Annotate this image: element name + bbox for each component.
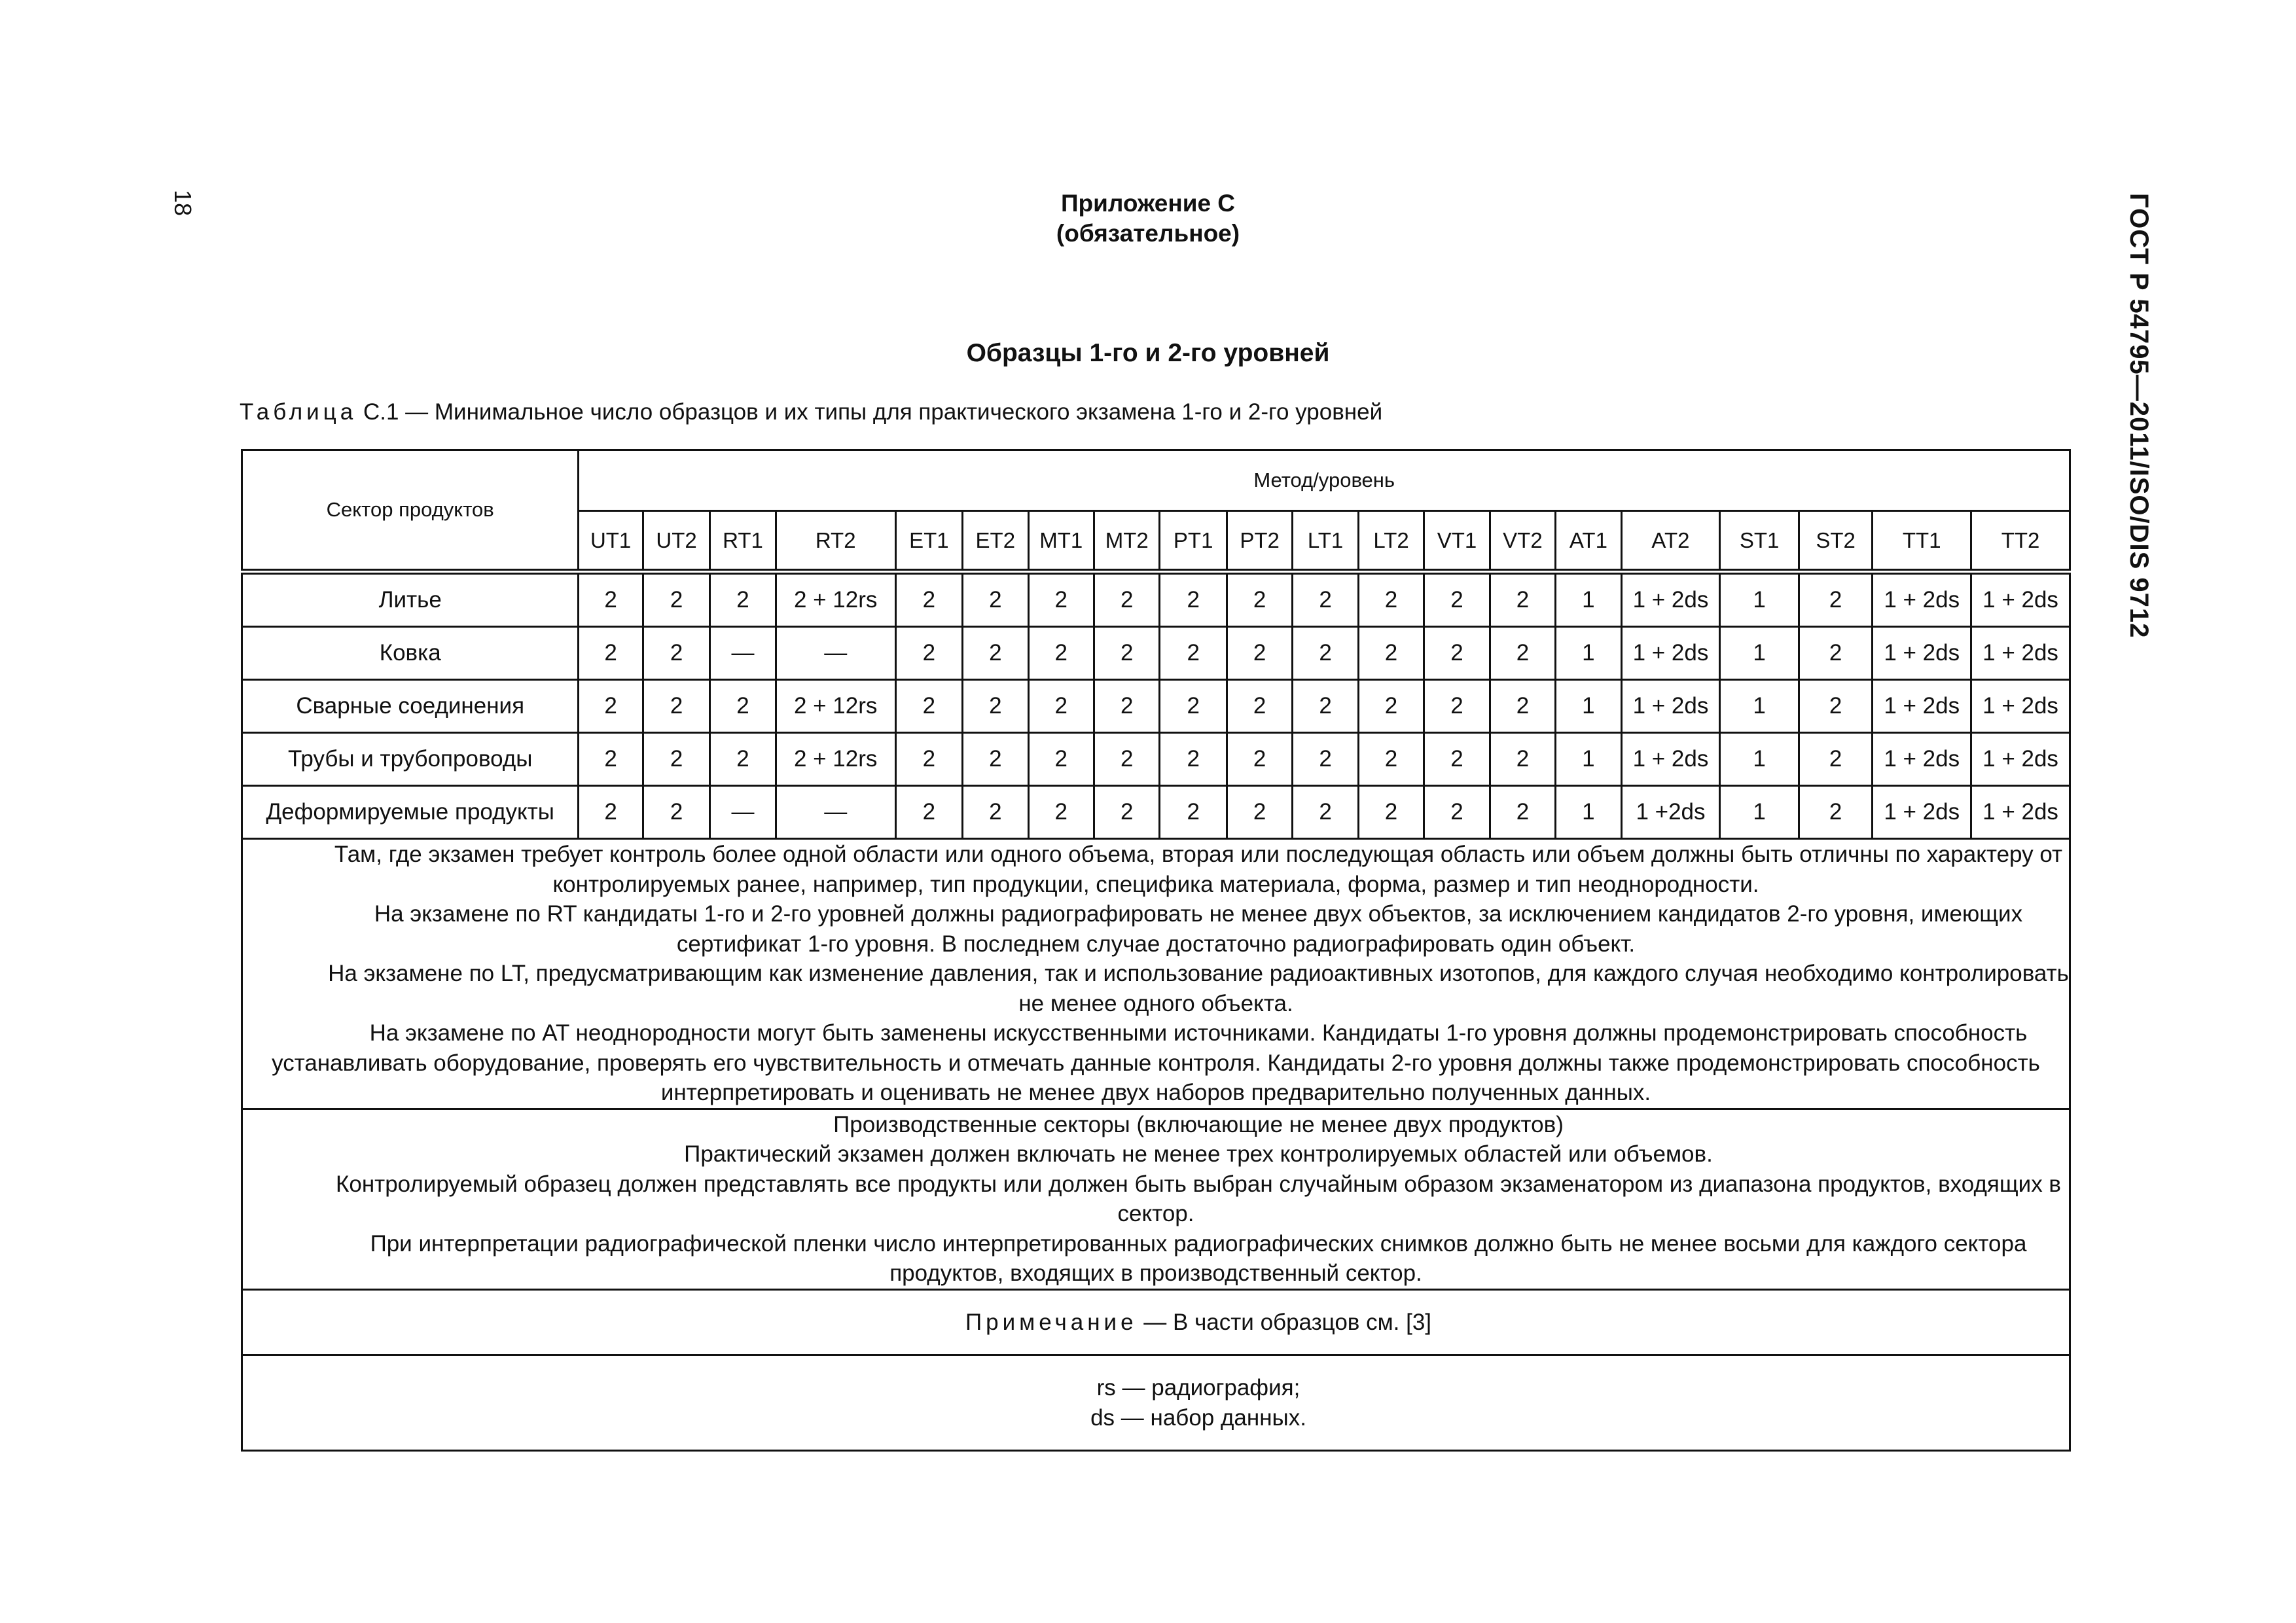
method-header-cell: ST1 [1720, 511, 1799, 572]
table-caption-label: Таблица [240, 399, 357, 425]
table-caption [240, 399, 1382, 425]
notes-row-1 [242, 839, 2070, 1109]
value-cell: 2 [1358, 680, 1424, 733]
value-cell: 2 [1490, 627, 1555, 680]
table-row [242, 627, 2070, 680]
note-paragraph: При интерпретации радиографической пленки число интерпретированных радиографических снимков должно быть не менее восьми для каждого сектора продуктов, входящих в производственный сектор. [370, 1230, 2027, 1286]
value-cell: 2 [1799, 680, 1873, 733]
value-cell: 1 + 2ds [1621, 627, 1720, 680]
header-row [242, 450, 2070, 511]
value-cell: 1 + 2ds [1621, 680, 1720, 733]
section-title: Образцы 1-го и 2-го уровней [966, 339, 1330, 367]
note-paragraph: Производственные секторы (включающие не менее двух продуктов) [833, 1111, 1564, 1137]
value-cell: 1 +2ds [1621, 786, 1720, 839]
value-cell: 2 [1424, 733, 1490, 786]
value-cell: 2 [1293, 627, 1358, 680]
method-header-cell: LT1 [1293, 511, 1358, 572]
value-cell: 2 [1160, 680, 1227, 733]
value-cell: 2 [895, 572, 962, 627]
value-cell: 1 [1720, 733, 1799, 786]
value-cell: 1 + 2ds [1873, 786, 1971, 839]
value-cell: 2 [1490, 733, 1555, 786]
value-cell: 2 [963, 680, 1028, 733]
value-cell: 2 [1358, 733, 1424, 786]
value-cell: 2 [1094, 786, 1159, 839]
value-cell: 2 [643, 680, 709, 733]
value-cell: 1 [1556, 786, 1621, 839]
value-cell: — [776, 627, 895, 680]
value-cell: 2 [1490, 680, 1555, 733]
method-header-cell: ET2 [963, 511, 1028, 572]
value-cell: 2 [1028, 680, 1094, 733]
value-cell: 2 + 12rs [776, 733, 895, 786]
value-cell: 1 + 2ds [1873, 627, 1971, 680]
value-cell: 2 [643, 786, 709, 839]
value-cell: 2 [1490, 572, 1555, 627]
value-cell: 2 [579, 627, 643, 680]
value-cell: 1 + 2ds [1971, 572, 2070, 627]
value-cell: 2 [579, 572, 643, 627]
value-cell: 1 + 2ds [1873, 733, 1971, 786]
note-paragraph: ds — набор данных. [1090, 1404, 1306, 1431]
value-cell: 2 [1160, 786, 1227, 839]
sector-name-cell: Литье [242, 572, 579, 627]
value-cell: 2 [1799, 627, 1873, 680]
method-header-cell: MT2 [1094, 511, 1159, 572]
value-cell: 2 [579, 733, 643, 786]
value-cell: 1 + 2ds [1873, 680, 1971, 733]
document-code: ГОСТ Р 54795—2011/ISO/DIS 9712 [2125, 193, 2153, 639]
value-cell: 2 [1227, 680, 1292, 733]
method-header-cell: UT2 [643, 511, 709, 572]
method-header-cell: ST2 [1799, 511, 1873, 572]
note-paragraph: Там, где экзамен требует контроль более одной области или одного объема, вторая или последующая область или объем должны быть отличны по характеру от контролируемых ранее, например, тип продукции, специфика материала, форма, размер и тип неоднородности. [334, 842, 2063, 897]
value-cell: 1 [1556, 627, 1621, 680]
value-cell: 2 [1424, 786, 1490, 839]
value-cell: 2 [1293, 786, 1358, 839]
value-cell: 2 [1094, 572, 1159, 627]
value-cell: 2 [1358, 572, 1424, 627]
value-cell: 2 [1094, 680, 1159, 733]
method-header-cell: PT2 [1227, 511, 1292, 572]
value-cell: 2 [1293, 680, 1358, 733]
value-cell: 2 [1358, 627, 1424, 680]
value-cell: 2 [710, 733, 776, 786]
value-cell: 2 [1028, 733, 1094, 786]
value-cell: 1 + 2ds [1971, 786, 2070, 839]
table-row [242, 680, 2070, 733]
value-cell: 2 [1160, 733, 1227, 786]
value-cell: 2 [1028, 786, 1094, 839]
value-cell: 2 [579, 680, 643, 733]
method-header-cell: TT2 [1971, 511, 2070, 572]
value-cell: 2 [895, 680, 962, 733]
value-cell: 2 [1358, 786, 1424, 839]
value-cell: 2 [963, 733, 1028, 786]
value-cell: 2 [643, 572, 709, 627]
method-header-cell: LT2 [1358, 511, 1424, 572]
value-cell: 2 [710, 680, 776, 733]
value-cell: 1 [1720, 627, 1799, 680]
value-cell: 1 + 2ds [1873, 572, 1971, 627]
method-header-cell: VT1 [1424, 511, 1490, 572]
value-cell: — [710, 627, 776, 680]
value-cell: 1 + 2ds [1621, 733, 1720, 786]
notes-block-1 [242, 839, 2070, 1109]
table-row [242, 572, 2070, 627]
value-cell: 2 [1227, 733, 1292, 786]
value-cell: 2 [1293, 572, 1358, 627]
method-header-cell: RT2 [776, 511, 895, 572]
value-cell: 2 [895, 786, 962, 839]
method-header-cell: RT1 [710, 511, 776, 572]
value-cell: 2 [1227, 627, 1292, 680]
value-cell: 2 [1424, 572, 1490, 627]
note-label: Примечание [965, 1309, 1138, 1335]
appendix-status: (обязательное) [1056, 220, 1240, 247]
value-cell: 2 [1424, 680, 1490, 733]
note-cell [242, 1289, 2070, 1355]
value-cell: 2 [895, 627, 962, 680]
appendix-title: Приложение С [1060, 190, 1236, 217]
sector-name-cell: Деформируемые продукты [242, 786, 579, 839]
method-header-cell: PT1 [1160, 511, 1227, 572]
value-cell: 2 [1799, 786, 1873, 839]
notes-block-2 [242, 1109, 2070, 1289]
value-cell: 2 [1293, 733, 1358, 786]
value-cell: 2 [963, 627, 1028, 680]
value-cell: 1 [1556, 572, 1621, 627]
method-header-cell: VT2 [1490, 511, 1555, 572]
value-cell: 1 + 2ds [1621, 572, 1720, 627]
sector-name-cell: Трубы и трубопроводы [242, 733, 579, 786]
method-header-cell: ET1 [895, 511, 962, 572]
value-cell: 2 [1799, 733, 1873, 786]
note-paragraph: На экзамене по LT, предусматривающим как изменение давления, так и использование радиоактивных изотопов, для каждого случая необходимо контролировать не менее одного объекта. [328, 961, 2069, 1016]
value-cell: — [710, 786, 776, 839]
table-body [242, 572, 2070, 839]
value-cell: 2 [1094, 733, 1159, 786]
page-number: 18 [170, 190, 196, 217]
legend-row [242, 1355, 2070, 1451]
value-cell: 1 + 2ds [1971, 733, 2070, 786]
table-row [242, 733, 2070, 786]
note-paragraph: На экзамене по RT кандидаты 1-го и 2-го уровней должны радиографировать не менее двух объектов, за исключением кандидатов 2-го уровня, имеющих сертификат 1-го уровня. В последнем случае достаточно радиографировать один объект. [374, 901, 2023, 957]
appendix-heading [0, 188, 2296, 249]
sector-name-cell: Сварные соединения [242, 680, 579, 733]
note-text: — В части образцов см. [3] [1137, 1309, 1432, 1335]
note-row [242, 1289, 2070, 1355]
value-cell: 2 [579, 786, 643, 839]
value-cell: 2 [963, 572, 1028, 627]
value-cell: 2 [1227, 786, 1292, 839]
table-row [242, 786, 2070, 839]
value-cell: 1 + 2ds [1971, 680, 2070, 733]
value-cell: 2 [1799, 572, 1873, 627]
method-header-cell: AT1 [1556, 511, 1621, 572]
value-cell: 2 [1227, 572, 1292, 627]
value-cell: 2 [1028, 627, 1094, 680]
method-header-cell: MT1 [1028, 511, 1094, 572]
value-cell: 2 [895, 733, 962, 786]
note-paragraph: rs — радиография; [1096, 1375, 1300, 1400]
value-cell: 2 [710, 572, 776, 627]
value-cell: 2 [1490, 786, 1555, 839]
value-cell: 2 + 12rs [776, 680, 895, 733]
note-paragraph: Практический экзамен должен включать не менее трех контролируемых областей или объемов. [684, 1141, 1713, 1167]
value-cell: 1 [1720, 680, 1799, 733]
note-paragraph: Контролируемый образец должен представлять все продукты или должен быть выбран случайным образом экзаменатором из диапазона продуктов, входящих в сектор. [335, 1171, 2062, 1226]
value-cell: — [776, 786, 895, 839]
method-header: Метод/уровень [579, 450, 2070, 511]
sector-name-cell: Ковка [242, 627, 579, 680]
legend-cell [242, 1355, 2070, 1451]
note-paragraph: На экзамене по AT неоднородности могут быть заменены искусственными источниками. Кандидаты 1-го уровня должны продемонстрировать способность устанавливать оборудование, проверять его чувствительность и отмечать данные контроля. Кандидаты 2-го уровня должны также продемонстрировать способность интерпретировать и оценивать не менее двух наборов предварительно полученных данных. [272, 1020, 2040, 1105]
value-cell: 1 [1720, 572, 1799, 627]
value-cell: 2 [643, 733, 709, 786]
method-header-cell: UT1 [579, 511, 643, 572]
value-cell: 1 [1556, 680, 1621, 733]
value-cell: 2 [1160, 627, 1227, 680]
value-cell: 1 [1720, 786, 1799, 839]
value-cell: 2 [1160, 572, 1227, 627]
sector-header: Сектор продуктов [242, 450, 579, 572]
value-cell: 2 [1028, 572, 1094, 627]
table-caption-text: С.1 — Минимальное число образцов и их типы для практического экзамена 1-го и 2-го уровней [357, 399, 1383, 425]
value-cell: 2 [1424, 627, 1490, 680]
value-cell: 1 + 2ds [1971, 627, 2070, 680]
value-cell: 1 [1556, 733, 1621, 786]
value-cell: 2 + 12rs [776, 572, 895, 627]
value-cell: 2 [643, 627, 709, 680]
value-cell: 2 [1094, 627, 1159, 680]
value-cell: 2 [963, 786, 1028, 839]
method-header-cell: TT1 [1873, 511, 1971, 572]
samples-table [241, 449, 2071, 1452]
method-header-cell: AT2 [1621, 511, 1720, 572]
notes-row-2 [242, 1109, 2070, 1289]
